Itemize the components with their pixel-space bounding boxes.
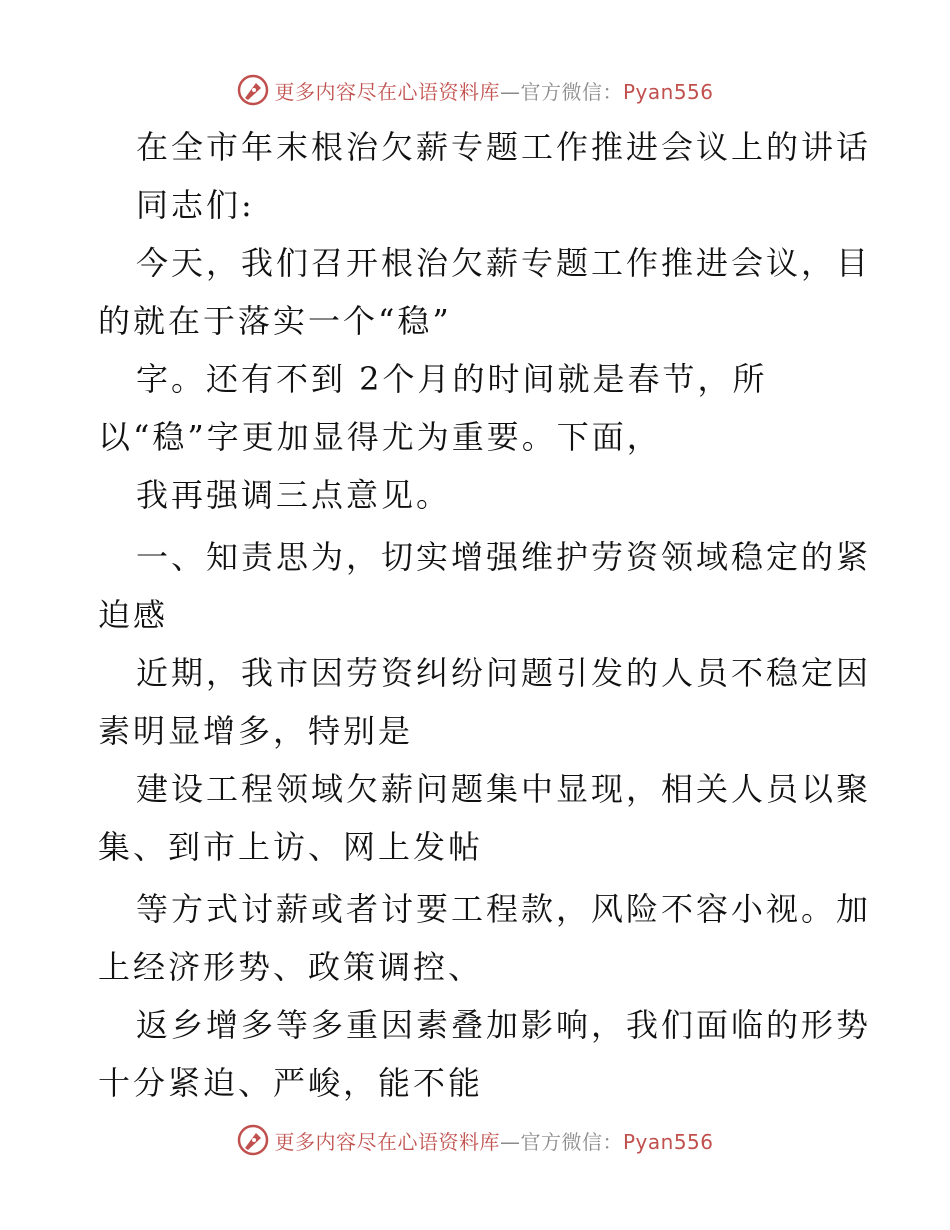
paragraph-line: 十分紧迫、严峻，能不能 bbox=[98, 1064, 484, 1102]
paragraph-line: 素明显增多，特别是 bbox=[98, 712, 414, 750]
paragraph-line: 以“稳”字更加显得尤为重要。下面， bbox=[98, 418, 662, 456]
paragraph-line: 我再强调三点意见。 bbox=[136, 476, 452, 514]
watermark-wechat-id: Pyan556 bbox=[622, 1129, 714, 1154]
watermark-main-text: 更多内容尽在心语资料库 bbox=[274, 79, 500, 104]
pen-nib-circle-icon bbox=[236, 1123, 270, 1157]
paragraph-line: 集、到市上访、网上发帖 bbox=[98, 828, 484, 866]
section-heading-line: 迫感 bbox=[98, 596, 169, 634]
footer-watermark bbox=[0, 1120, 950, 1160]
header-watermark bbox=[0, 70, 950, 110]
watermark-text bbox=[274, 76, 713, 105]
paragraph-line: 建设工程领域欠薪问题集中显现，相关人员以聚 bbox=[136, 770, 872, 808]
watermark-text bbox=[274, 1126, 713, 1155]
section-heading-line: 一、知责思为，切实增强维护劳资领域稳定的紧 bbox=[136, 538, 872, 576]
watermark-dash: — bbox=[499, 1129, 521, 1154]
paragraph-line: 上经济形势、政策调控、 bbox=[98, 948, 484, 986]
paragraph-line: 等方式讨薪或者讨要工程款，风险不容小视。加 bbox=[136, 890, 872, 928]
pen-nib-circle-icon bbox=[236, 73, 270, 107]
salutation: 同志们: bbox=[136, 186, 255, 224]
watermark-wechat-id: Pyan556 bbox=[622, 79, 714, 104]
watermark-dash: — bbox=[499, 79, 521, 104]
paragraph-line: 的就在于落实一个“稳” bbox=[98, 302, 452, 340]
paragraph-line: 字。还有不到 2个月的时间就是春节，所 bbox=[136, 360, 768, 398]
document-title: 在全市年末根治欠薪专题工作推进会议上的讲话 bbox=[136, 128, 872, 166]
paragraph-line: 返乡增多等多重因素叠加影响，我们面临的形势 bbox=[136, 1006, 872, 1044]
watermark-wechat-label: 官方微信： bbox=[520, 1129, 623, 1154]
paragraph-line: 近期，我市因劳资纠纷问题引发的人员不稳定因 bbox=[136, 654, 872, 692]
watermark-main-text: 更多内容尽在心语资料库 bbox=[274, 1129, 500, 1154]
paragraph-line: 今天，我们召开根治欠薪专题工作推进会议，目 bbox=[136, 244, 872, 282]
watermark-wechat-label: 官方微信： bbox=[520, 79, 623, 104]
